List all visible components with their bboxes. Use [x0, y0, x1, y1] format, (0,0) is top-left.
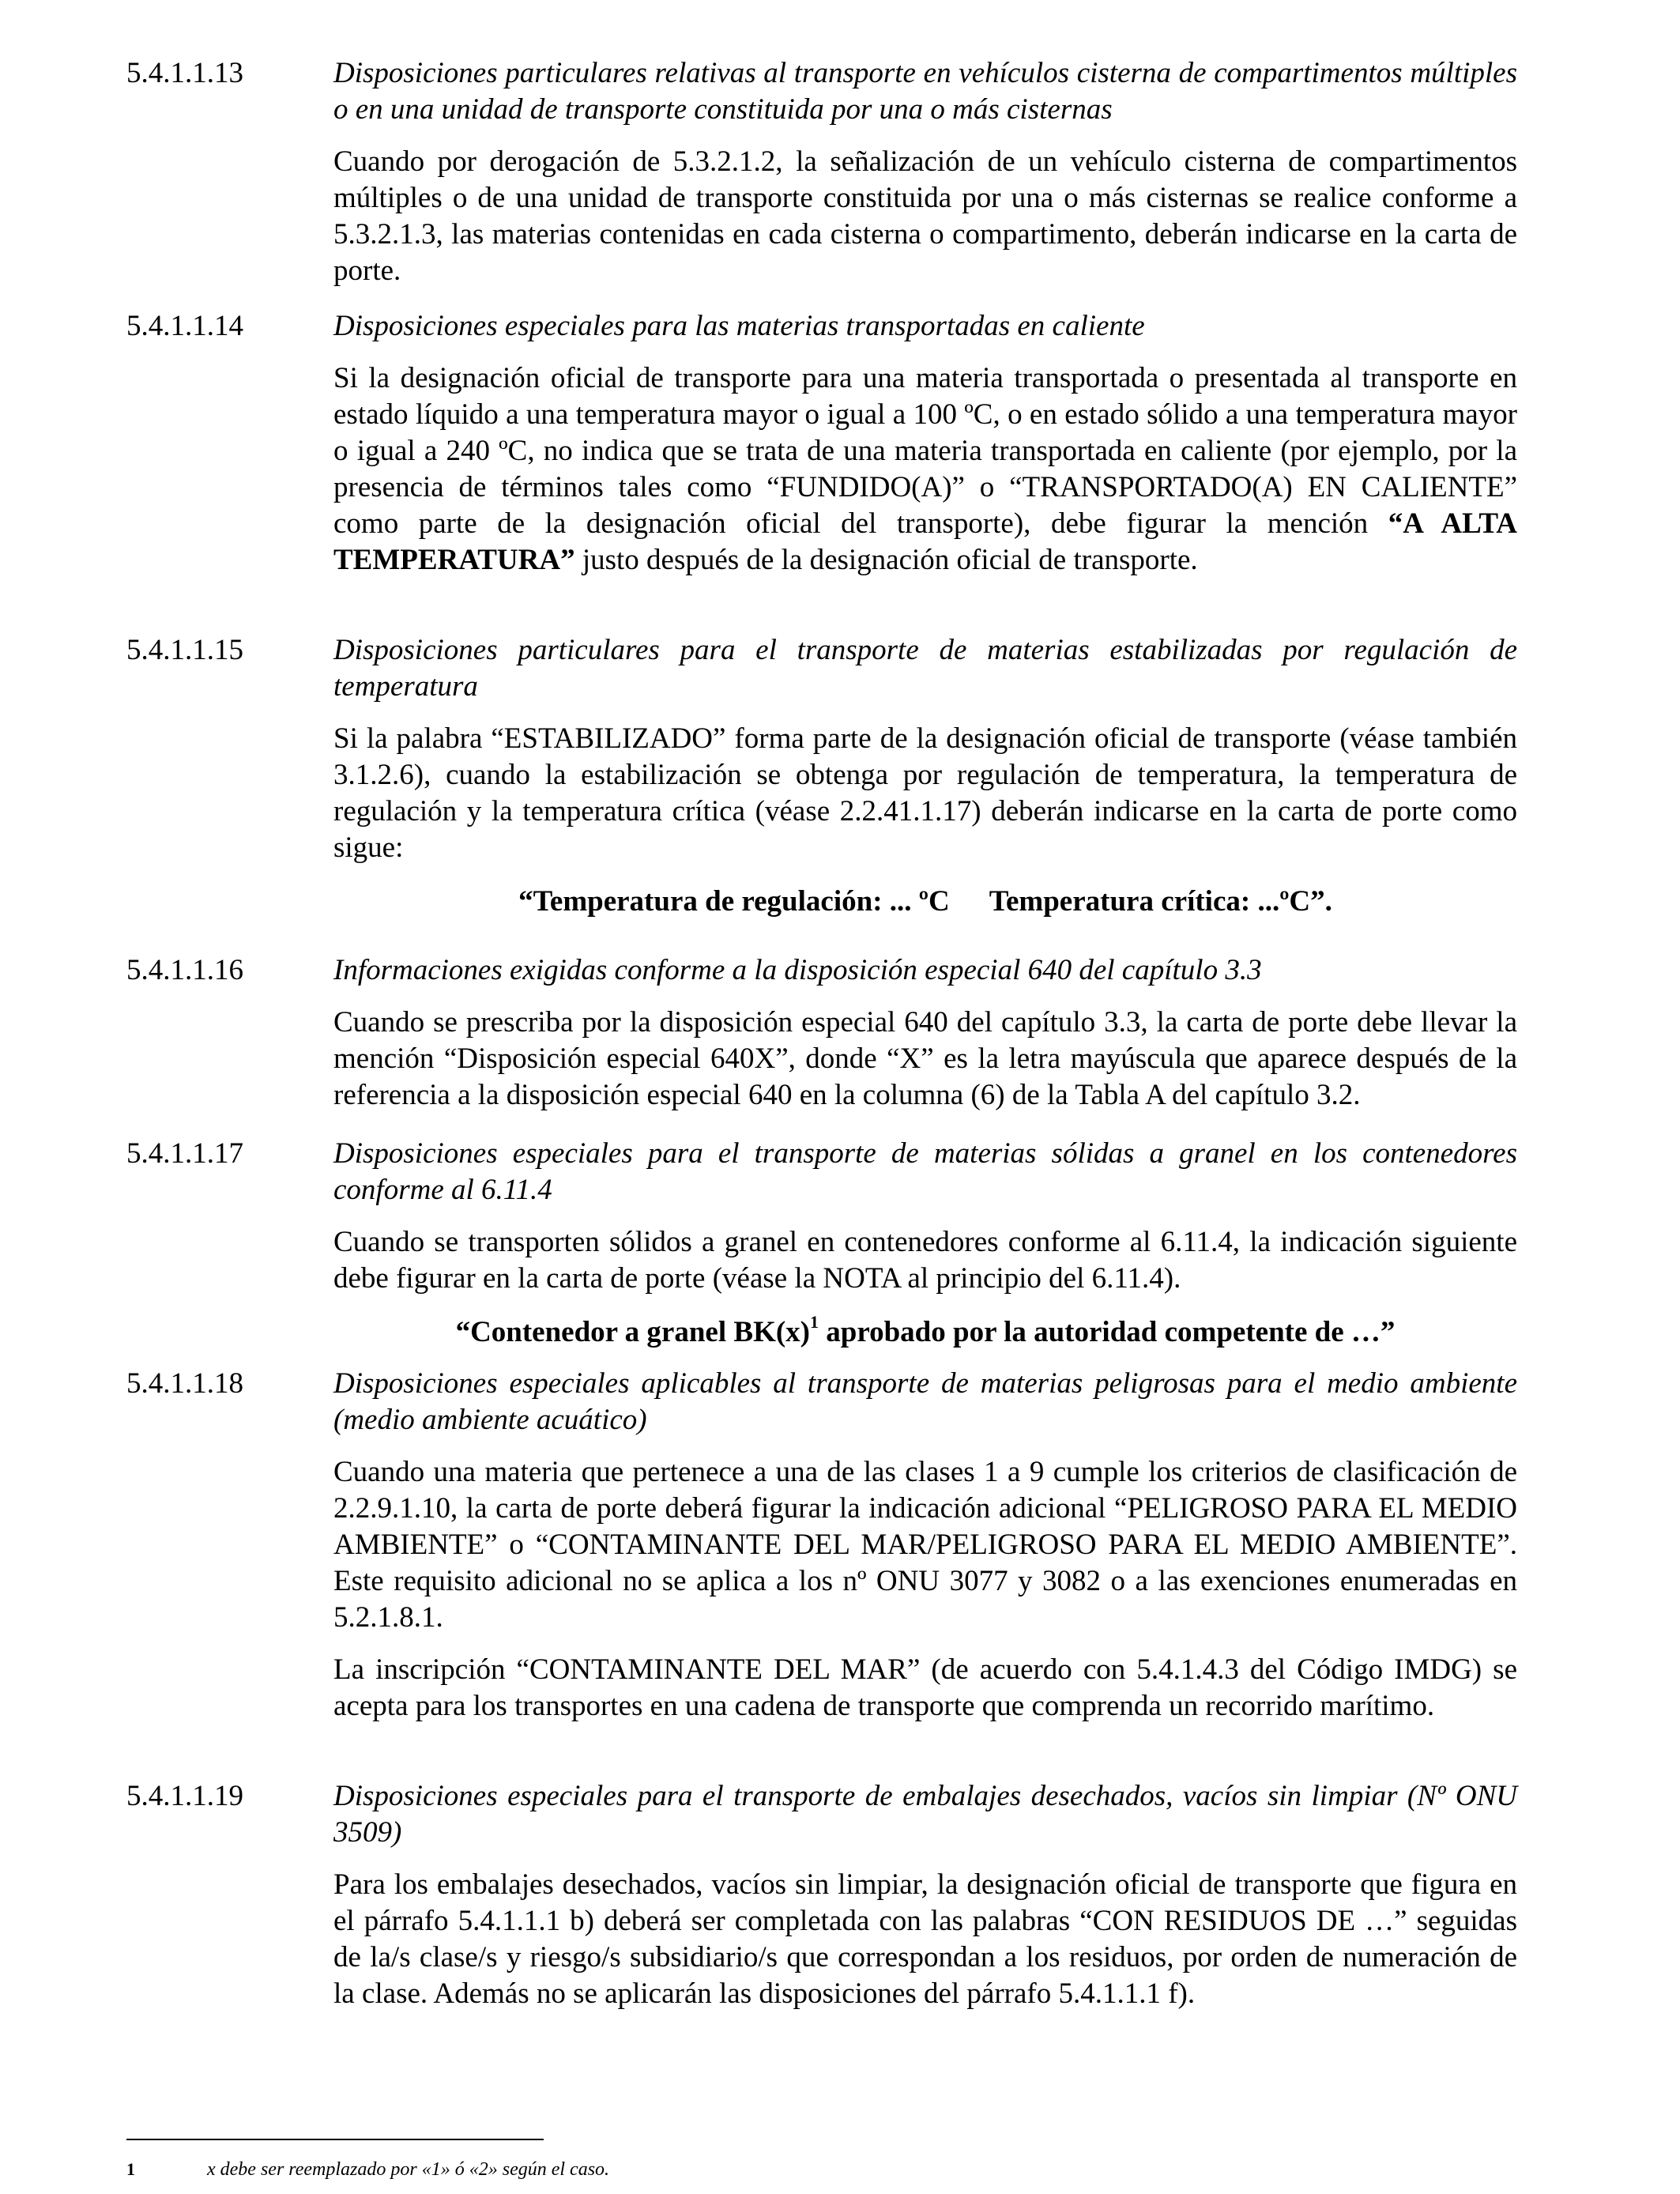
- section-number: 5.4.1.1.18: [126, 1367, 243, 1400]
- section-body: [333, 55, 1517, 289]
- section-title: Disposiciones especiales para el transporte de embalajes desechados, vacíos sin limpiar (Nº ONU 3509): [333, 1780, 1517, 1849]
- formula-part-regulation: “Temperatura de regulación: ... ºC: [518, 885, 950, 918]
- formula-part-critical: Temperatura crítica: ...ºC”.: [989, 885, 1332, 918]
- statement-text: aprobado por la autoridad competente de …”: [819, 1316, 1396, 1348]
- section-title: Disposiciones particulares para el transporte de materias estabilizadas por regulación de temperatura: [333, 634, 1517, 703]
- footnote-mark: 1: [126, 2159, 135, 2179]
- section-paragraph: Cuando una materia que pertenece a una de las clases 1 a 9 cumple los criterios de clasificación de 2.2.9.1.10, la carta de porte deberá figurar la indicación adicional “PELIGROSO PARA EL MEDIO AMBIENTE” o “CONTAMINANTE DEL MAR/PELIGROSO PARA EL MEDIO AMBIENTE”. Este requisito adicional no se aplica a los nº ONU 3077 y 3082 o a las exenciones enumeradas en 5.2.1.8.1.: [333, 1456, 1517, 1634]
- section-title: Disposiciones especiales aplicables al transporte de materias peligrosas para el medio ambiente (medio ambiente acuático): [333, 1367, 1517, 1436]
- section-body: [333, 632, 1517, 920]
- section-number: 5.4.1.1.19: [126, 1780, 243, 1812]
- section-number: 5.4.1.1.13: [126, 57, 243, 89]
- paragraph-text: Si la designación oficial de transporte para una materia transportada o presentada al transporte en estado líquido a una temperatura mayor o igual a 100 ºC, o en estado sólido a una temperatura mayor o igual a 240 ºC, no indica que se trata de una materia transportada en caliente (por ejemplo, por la presencia de términos tales como “FUNDIDO(A)” o “TRANSPORTADO(A) EN CALIENTE” como parte de la designación oficial del transporte), debe figurar la mención: [333, 362, 1517, 540]
- statement-text: “Contenedor a granel BK(x): [455, 1316, 810, 1348]
- section-body: [333, 1136, 1517, 1351]
- section-number: 5.4.1.1.17: [126, 1137, 243, 1170]
- paragraph-text: justo después de la designación oficial de transporte.: [582, 544, 1198, 576]
- section-body: [333, 952, 1517, 1114]
- bold-mention: “A ALTA TEMPERATURA”: [333, 507, 1518, 576]
- section-body: [333, 1778, 1517, 2012]
- footnote-divider: [126, 2139, 544, 2140]
- section-title: Disposiciones particulares relativas al transporte en vehículos cisterna de compartimentos múltiples o en una unidad de transporte constituida por una o más cisternas: [333, 57, 1517, 126]
- section-title: Informaciones exigidas conforme a la disposición especial 640 del capítulo 3.3: [333, 954, 1262, 986]
- section-paragraph: Si la palabra “ESTABILIZADO” forma parte de la designación oficial de transporte (véase también 3.1.2.6), cuando la estabilización se obtenga por regulación de temperatura, la temperatura de regulación y la temperatura crítica (véase 2.2.41.1.17) deberán indicarse en la carta de porte como sigue:: [333, 722, 1517, 864]
- section-paragraph: [333, 360, 1517, 579]
- section-paragraph: Cuando se transporten sólidos a granel en contenedores conforme al 6.11.4, la indicación siguiente debe figurar en la carta de porte (véase la NOTA al principio del 6.11.4).: [333, 1226, 1517, 1295]
- section-body: [333, 1366, 1517, 1725]
- section-body: [333, 308, 1517, 579]
- section-paragraph: Para los embalajes desechados, vacíos sin limpiar, la designación oficial de transporte que figura en el párrafo 5.4.1.1.1 b) deberá ser completada con las palabras “CON RESIDUOS DE …” seguidas de la/s clase/s y riesgo/s subsidiario/s que correspondan a los residuos, por orden de numeración de la clase. Además no se aplicarán las disposiciones del párrafo 5.4.1.1.1 f).: [333, 1868, 1517, 2010]
- section-number: 5.4.1.1.14: [126, 310, 243, 342]
- section-paragraph: Cuando por derogación de 5.3.2.1.2, la señalización de un vehículo cisterna de compartimentos múltiples o de una unidad de transporte constituida por una o más cisternas se realice conforme a 5.3.2.1.3, las materias contenidas en cada cisterna o compartimento, deberán indicarse en la carta de porte.: [333, 145, 1517, 287]
- section-title: Disposiciones especiales para el transporte de materias sólidas a granel en los contenedores conforme al 6.11.4: [333, 1137, 1517, 1206]
- section-paragraph: La inscripción “CONTAMINANTE DEL MAR” (de acuerdo con 5.4.1.4.3 del Código IMDG) se acepta para los transportes en una cadena de transporte que comprenda un recorrido marítimo.: [333, 1653, 1517, 1722]
- section-number: 5.4.1.1.16: [126, 954, 243, 986]
- section-number: 5.4.1.1.15: [126, 634, 243, 666]
- footnote-reference: 1: [810, 1311, 819, 1332]
- section-title: Disposiciones especiales para las materias transportadas en caliente: [333, 310, 1145, 342]
- section-paragraph: Cuando se prescriba por la disposición especial 640 del capítulo 3.3, la carta de porte debe llevar la mención “Disposición especial 640X”, donde “X” es la letra mayúscula que aparece después de la referencia a la disposición especial 640 en la columna (6) de la Tabla A del capítulo 3.2.: [333, 1006, 1517, 1111]
- centered-statement: [333, 1311, 1517, 1351]
- footnote-text: x debe ser reemplazado por «1» ó «2» según el caso.: [207, 2159, 610, 2180]
- centered-formula: [333, 884, 1517, 920]
